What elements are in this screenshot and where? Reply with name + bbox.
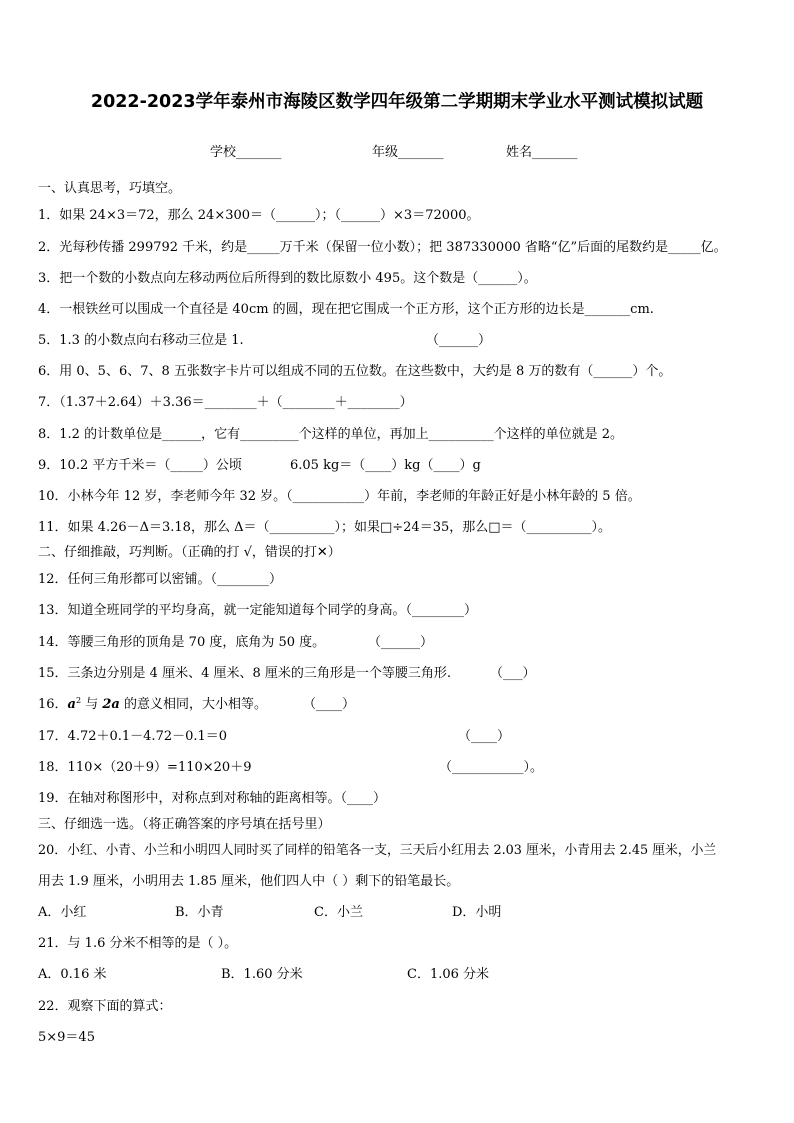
question-16-var: a (67, 697, 76, 712)
question-10: 10．小林今年 12 岁，李老师今年 32 岁。（___________）年前，李老师的年龄正好是小林年龄的 5 倍。 (38, 489, 641, 504)
question-16 (38, 697, 768, 713)
grade-field: 年级_______ (372, 145, 444, 160)
question-16-number: 16． (38, 697, 68, 712)
section-heading-choice: 三、仔细选一选。（将正确答案的序号填在括号里） (38, 817, 331, 832)
question-13: 13．知道全班同学的平均身高，就一定能知道每个同学的身高。（________） (38, 603, 478, 618)
question-14 (38, 635, 768, 651)
question-19: 19．在轴对称图形中，对称点到对称轴的距离相等。（____） (38, 791, 387, 806)
question-15-text: 15．三条边分别是 4 厘米、4 厘米、8 厘米的三角形是一个等腰三角形. (38, 666, 452, 681)
option-c: C．小兰 (314, 905, 363, 920)
question-16-mid: 与 (81, 697, 103, 712)
question-16-exponent: 2 (75, 696, 82, 705)
question-17-text: 17．4.72＋0.1－4.72－0.1＝0 (38, 729, 228, 744)
question-20-line-2: 用去 1.9 厘米，小明用去 1.85 厘米，他们四人中（ ）剩下的铅笔最长。 (38, 874, 460, 889)
question-22: 22．观察下面的算式： (38, 999, 172, 1014)
question-5-blank: （______） (426, 333, 492, 348)
option-a: A．小红 (38, 905, 87, 920)
question-18-blank: （___________）。 (439, 760, 544, 775)
question-7: 7．（1.37＋2.64）＋3.36＝________＋（________＋________） (38, 395, 413, 410)
question-14-blank: （______） (368, 635, 434, 650)
option-d: D．小明 (452, 905, 502, 920)
question-22-formula: 5×9＝45 (38, 1030, 95, 1045)
question-6: 6．用 0、5、6、7、8 五张数字卡片可以组成不同的五位数。在这些数中，大约是 8 万的数有（______）个。 (38, 364, 672, 379)
question-3: 3．把一个数的小数点向左移动两位后所得到的数比原数小 495。这个数是（______）。 (38, 271, 537, 286)
question-4: 4．一根铁丝可以围成一个直径是 40cm 的圆，现在把它围成一个正方形，这个正方形的边长是_______cm. (38, 302, 654, 317)
question-9 (38, 458, 768, 474)
name-field: 姓名_______ (506, 145, 578, 160)
question-17-blank: （____） (458, 729, 511, 744)
question-9-part-b: 6.05 kg＝（____）kg（____）g (290, 458, 481, 473)
question-18 (38, 760, 768, 776)
question-15 (38, 666, 768, 682)
page-title: 2022-2023学年泰州市海陵区数学四年级第二学期期末学业水平测试模拟试题 (90, 92, 704, 112)
question-9-part-a: 9．10.2 平方千米＝（_____）公顷 (38, 458, 242, 473)
option-c: C．1.06 分米 (407, 967, 490, 982)
question-17 (38, 729, 768, 745)
question-14-text: 14．等腰三角形的顶角是 70 度，底角为 50 度。 (38, 635, 326, 650)
question-1: 1．如果 24×3＝72，那么 24×300＝（______）；（______）×3＝72000。 (38, 208, 480, 223)
section-heading-judge: 二、仔细推敲，巧判断。（正确的打 √，错误的打✕） (38, 545, 341, 560)
question-5-text: 5．1.3 的小数点向右移动三位是 1. (38, 333, 244, 348)
option-b: B．1.60 分米 (221, 967, 303, 982)
question-11: 11．如果 4.26－Δ＝3.18，那么 Δ＝（__________）；如果□÷24＝35，那么□＝（__________）。 (38, 520, 612, 535)
question-20-line-1: 20．小红、小青、小兰和小明四人同时买了同样的铅笔各一支，三天后小红用去 2.03 厘米，小青用去 2.45 厘米，小兰 (38, 843, 717, 858)
question-16-var-2a: 2a (102, 697, 120, 712)
school-field: 学校_______ (210, 145, 282, 160)
question-16-blank: （____） (303, 697, 356, 712)
question-8: 8．1.2 的计数单位是______，它有_________个这样的单位，再加上__________个这样的单位就是 2。 (38, 427, 623, 442)
question-12: 12．任何三角形都可以密铺。（________） (38, 572, 283, 587)
question-16-text: 的意义相同，大小相等。 (119, 697, 267, 712)
question-15-blank: （___） (490, 666, 536, 681)
question-2: 2．光每秒传播 299792 千米，约是_____万千米（保留一位小数）；把 387330000 省略“亿”后面的尾数约是_____亿。 (38, 240, 727, 255)
option-b: B．小青 (175, 905, 224, 920)
question-18-text: 18．110×（20＋9）=110×20＋9 (38, 760, 252, 775)
question-21: 21．与 1.6 分米不相等的是（ ）。 (38, 936, 238, 951)
question-5 (38, 333, 768, 349)
option-a: A．0.16 米 (38, 967, 107, 982)
section-heading-fill-blank: 一、认真思考，巧填空。 (38, 181, 182, 196)
